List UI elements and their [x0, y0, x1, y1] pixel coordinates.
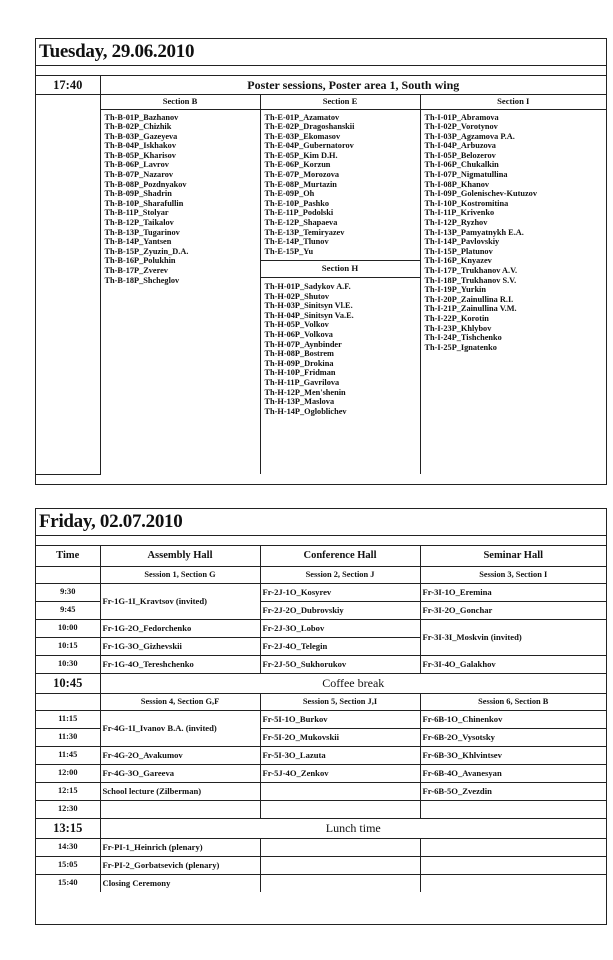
poster-item: Th-B-17P_Zverev [104, 266, 168, 275]
poster-item: Th-I-07P_Nigmatullina [424, 170, 508, 180]
talk-cell: Fr-6B-3O_Khlvintsev [420, 747, 606, 765]
session-5-header: Session 5, Section J,I [260, 694, 420, 711]
poster-item: Th-B-14P_Yantsen [104, 237, 172, 247]
talk-cell: Fr-4G-1I_Ivanov B.A. (invited) [100, 711, 260, 747]
section-h-header: Section H [261, 260, 420, 278]
poster-item: Th-E-08P_Murtazin [264, 179, 337, 189]
poster-item: Th-H-11P_Gavrilova [264, 377, 340, 387]
tuesday-title: Tuesday, 29.06.2010 [36, 39, 606, 66]
poster-item: Th-I-05P_Belozerov [424, 150, 496, 160]
poster-item: Th-H-13P_Maslova [264, 397, 335, 407]
poster-item: Th-I-19P_Yurkin [424, 285, 486, 295]
poster-item: Th-I-25P_Ignatenko [424, 342, 497, 352]
time-cell: 11:30 [36, 729, 100, 747]
poster-item: Th-B-03P_Gazeyeva [104, 131, 178, 141]
poster-item: Th-H-07P_Aynbinder [264, 339, 342, 349]
empty-cell [260, 875, 420, 893]
poster-item: Th-H-14P_Ogloblichev [264, 406, 347, 416]
section-i-list [420, 109, 606, 474]
talk-cell: Fr-4G-2O_Avakumov [100, 747, 260, 765]
talk-cell: Fr-5I-3O_Lazuta [260, 747, 420, 765]
talk-cell: Fr-PI-2_Gorbatsevich (plenary) [100, 857, 260, 875]
poster-item: Th-I-22P_Korotin [424, 313, 489, 323]
poster-item: Th-H-01P_Sadykov A.F. [264, 282, 351, 291]
poster-item: Th-I-08P_Khanov [424, 179, 490, 189]
time-cell: 10:15 [36, 638, 100, 656]
tuesday-table [36, 76, 606, 475]
poster-item: Th-E-14P_Tlunov [264, 237, 329, 247]
talk-cell: Fr-2J-1O_Kosyrev [260, 584, 420, 602]
section-b-header: Section B [100, 94, 260, 109]
time-cell: 9:30 [36, 584, 100, 602]
talk-cell: Fr-6B-2O_Vysotsky [420, 729, 606, 747]
poster-item: Th-E-12P_Shapaeva [264, 218, 338, 228]
talk-cell: Fr-6B-4O_Avanesyan [420, 765, 606, 783]
empty-cell [36, 694, 100, 711]
section-e-h-column [260, 109, 420, 474]
talk-cell: Fr-1G-3O_Gizhevskii [100, 638, 260, 656]
poster-item: Th-H-05P_Volkov [264, 320, 329, 330]
poster-item: Th-E-06P_Korzun [264, 160, 331, 170]
poster-item: Th-I-12P_Ryzhov [424, 218, 488, 228]
poster-item: Th-B-04P_Iskhakov [104, 141, 176, 151]
friday-schedule [35, 508, 607, 925]
talk-cell: Fr-PI-1_Heinrich (plenary) [100, 839, 260, 857]
poster-item: Th-B-09P_Shadrin [104, 189, 172, 199]
talk-cell: Fr-2J-3O_Lobov [260, 620, 420, 638]
section-e-list [265, 113, 416, 257]
empty-cell [420, 839, 606, 857]
spacer [36, 66, 606, 76]
empty-cell [260, 783, 420, 801]
tuesday-schedule [35, 38, 607, 485]
section-i-header: Section I [420, 94, 606, 109]
poster-item: Th-I-09P_Golenischev-Kutuzov [424, 189, 537, 199]
poster-item: Th-E-04P_Gubernatorov [264, 141, 354, 151]
time-cell: 10:30 [36, 656, 100, 674]
poster-item: Th-H-06P_Volkova [264, 329, 333, 339]
session-6-header: Session 6, Section B [420, 694, 606, 711]
poster-item: Th-I-14P_Pavlovskiy [424, 237, 500, 247]
lunch-time: 13:15 [36, 819, 100, 839]
talk-cell: Fr-2J-5O_Sukhorukov [260, 656, 420, 674]
poster-item: Th-I-10P_Kostromitina [424, 198, 509, 208]
talk-cell: Fr-1G-1I_Kravtsov (invited) [100, 584, 260, 620]
poster-item: Th-E-13P_Temiryazev [264, 227, 345, 237]
talk-cell: Fr-4G-3O_Gareeva [100, 765, 260, 783]
col-assembly-header: Assembly Hall [100, 546, 260, 567]
time-cell: 14:30 [36, 839, 100, 857]
poster-item: Th-E-10P_Pashko [264, 198, 330, 208]
poster-item: Th-B-12P_Taikalov [104, 218, 174, 228]
poster-item: Th-I-24P_Tishchenko [424, 333, 502, 343]
section-b-list [100, 109, 260, 474]
talk-cell: Fr-5I-1O_Burkov [260, 711, 420, 729]
poster-item: Th-B-08P_Pozdnyakov [104, 179, 187, 189]
poster-time: 17:40 [36, 76, 100, 94]
empty-cell [420, 857, 606, 875]
poster-item: Th-H-04P_Sinitsyn Va.E. [264, 310, 354, 320]
time-cell: 12:30 [36, 801, 100, 819]
talk-cell: Fr-3I-4O_Galakhov [420, 656, 606, 674]
poster-item: Th-I-02P_Vorotynov [424, 122, 498, 132]
talk-cell: Fr-6B-1O_Chinenkov [420, 711, 606, 729]
poster-item: Th-I-23P_Khlybov [424, 323, 492, 333]
talk-cell: Fr-1G-2O_Fedorchenko [100, 620, 260, 638]
coffee-time: 10:45 [36, 674, 100, 694]
coffee-break: Coffee break [100, 674, 606, 694]
friday-table [36, 546, 606, 892]
time-cell: 10:00 [36, 620, 100, 638]
poster-item: Th-I-11P_Krivenko [424, 208, 495, 218]
poster-item: Th-B-07P_Nazarov [104, 170, 174, 180]
poster-item: Th-E-15P_Yu [264, 246, 314, 256]
col-time-header: Time [36, 546, 100, 567]
spacer [36, 536, 606, 546]
poster-item: Th-I-20P_Zainullina R.I. [424, 294, 514, 304]
session-4-header: Session 4, Section G,F [100, 694, 260, 711]
time-empty-cell [36, 94, 100, 474]
poster-item: Th-B-13P_Tugarinov [104, 227, 180, 237]
talk-cell: School lecture (Zilberman) [100, 783, 260, 801]
poster-item: Th-B-10P_Sharafullin [104, 198, 184, 208]
poster-item: Th-E-03P_Ekomasov [264, 131, 341, 141]
poster-item: Th-E-09P_Oh [264, 189, 315, 199]
poster-item: Th-I-01P_Abramova [424, 112, 499, 122]
poster-item: Th-E-02P_Dragoshanskii [264, 122, 355, 132]
time-cell: 12:00 [36, 765, 100, 783]
empty-cell [36, 567, 100, 584]
poster-item: Th-B-01P_Bazhanov [104, 112, 179, 122]
poster-item: Th-I-06P_Chukalkin [424, 160, 499, 170]
poster-item: Th-H-12P_Men'shenin [264, 387, 346, 397]
col-conference-header: Conference Hall [260, 546, 420, 567]
empty-cell [260, 801, 420, 819]
poster-item: Th-B-02P_Chizhik [104, 122, 172, 132]
poster-item: Th-B-18P_Shcheglov [104, 275, 180, 285]
lunch-break: Lunch time [100, 819, 606, 839]
empty-cell [420, 875, 606, 893]
talk-cell: Fr-6B-5O_Zvezdin [420, 783, 606, 801]
poster-item: Th-I-03P_Agzamova P.A. [424, 131, 515, 141]
poster-item: Th-I-17P_Trukhanov A.V. [424, 266, 518, 275]
poster-item: Th-I-21P_Zainullina V.M. [424, 304, 517, 314]
session-2-header: Session 2, Section J [260, 567, 420, 584]
talk-cell: Fr-5J-4O_Zenkov [260, 765, 420, 783]
section-h-list [265, 282, 416, 416]
poster-item: Th-I-04P_Arbuzova [424, 141, 496, 151]
time-cell: 15:05 [36, 857, 100, 875]
poster-item: Th-E-07P_Morozova [264, 170, 340, 180]
talk-cell: Fr-1G-4O_Tereshchenko [100, 656, 260, 674]
empty-cell [100, 801, 260, 819]
poster-item: Th-I-15P_Platunov [424, 246, 493, 256]
col-seminar-header: Seminar Hall [420, 546, 606, 567]
time-cell: 15:40 [36, 875, 100, 893]
empty-cell [260, 857, 420, 875]
empty-cell [260, 839, 420, 857]
session-1-header: Session 1, Section G [100, 567, 260, 584]
poster-item: Th-I-16P_Knyazev [424, 256, 492, 266]
poster-item: Th-H-10P_Fridman [264, 368, 336, 378]
section-e-header: Section E [260, 94, 420, 109]
poster-item: Th-H-09P_Drokina [264, 358, 334, 368]
poster-item: Th-I-13P_Pamyatnykh E.A. [424, 227, 524, 237]
poster-item: Th-B-06P_Lavrov [104, 160, 169, 170]
time-cell: 11:15 [36, 711, 100, 729]
poster-item: Th-B-05P_Kharisov [104, 150, 176, 160]
poster-header: Poster sessions, Poster area 1, South wing [100, 76, 606, 94]
poster-item: Th-I-18P_Trukhanov S.V. [424, 275, 517, 285]
talk-cell: Fr-2J-4O_Telegin [260, 638, 420, 656]
talk-cell: Fr-3I-1O_Eremina [420, 584, 606, 602]
session-3-header: Session 3, Section I [420, 567, 606, 584]
time-cell: 12:15 [36, 783, 100, 801]
talk-cell: Closing Ceremony [100, 875, 260, 893]
talk-cell: Fr-3I-3I_Moskvin (invited) [420, 620, 606, 656]
poster-item: Th-B-16P_Polukhin [104, 256, 176, 266]
talk-cell: Fr-3I-2O_Gonchar [420, 602, 606, 620]
talk-cell: Fr-5I-2O_Mukovskii [260, 729, 420, 747]
friday-title: Friday, 02.07.2010 [36, 509, 606, 536]
poster-item: Th-E-05P_Kim D.H. [264, 150, 338, 160]
poster-item: Th-E-01P_Azamatov [264, 112, 340, 122]
poster-item: Th-H-02P_Shutov [264, 291, 330, 301]
poster-item: Th-B-15P_Zyuzin_D.A. [104, 246, 189, 256]
talk-cell: Fr-2J-2O_Dubrovskiy [260, 602, 420, 620]
poster-item: Th-H-08P_Bostrem [264, 349, 334, 359]
time-cell: 11:45 [36, 747, 100, 765]
poster-item: Th-E-11P_Podolski [264, 208, 334, 218]
poster-item: Th-B-11P_Stolyar [104, 208, 169, 218]
time-cell: 9:45 [36, 602, 100, 620]
poster-item: Th-H-03P_Sinitsyn Vl.E. [264, 301, 353, 311]
empty-cell [420, 801, 606, 819]
